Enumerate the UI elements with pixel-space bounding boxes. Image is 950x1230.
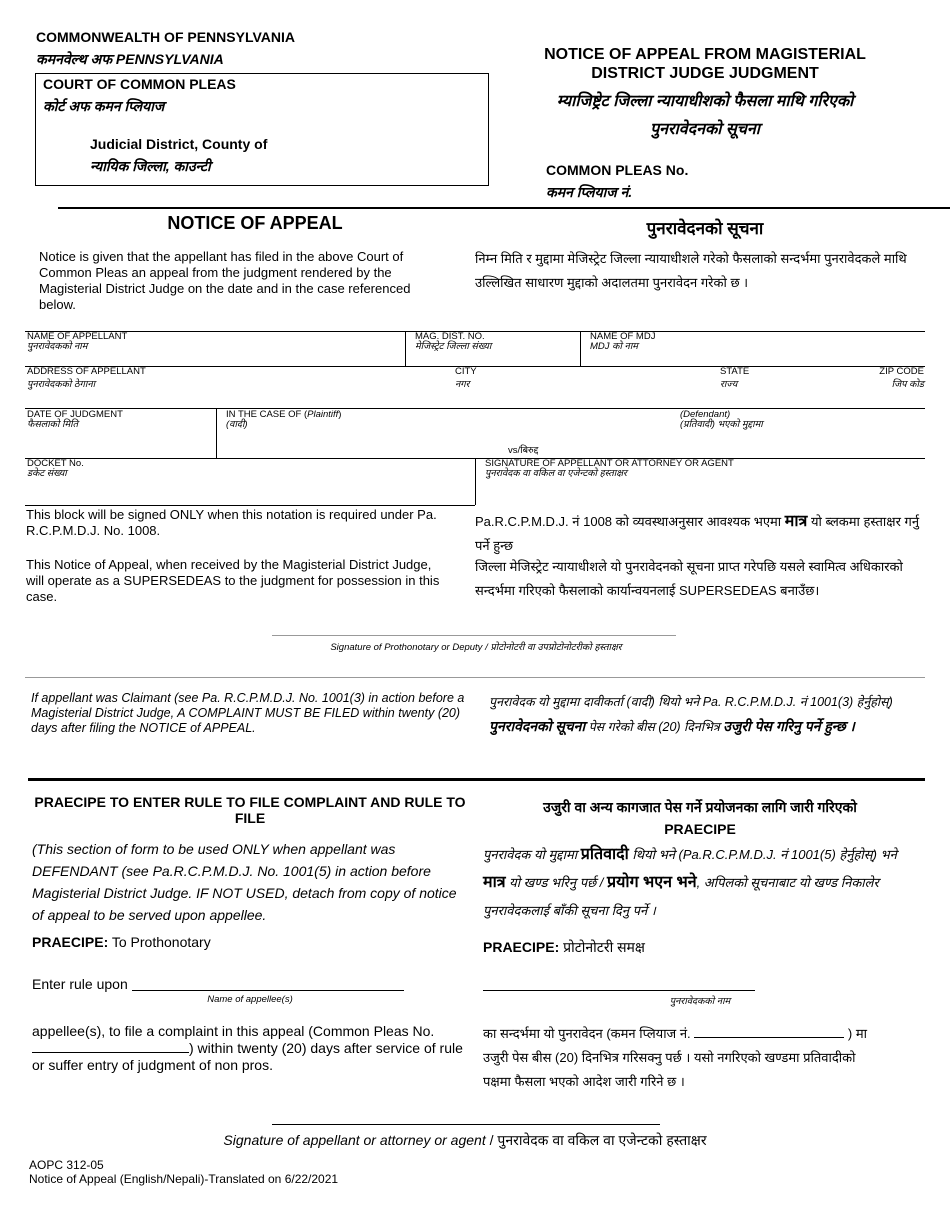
appellant-signature-line[interactable] (272, 1124, 660, 1125)
prothonotary-signature-label: Signature of Prothonotary or Deputy / प्रोटोनोटरी वा उपप्रोटोनोटरीको हस्ताक्षर (330, 642, 622, 653)
notice-title-np: पुनरावेदनको सूचना (646, 219, 764, 238)
notation-note: This block will be signed ONLY when this notation is required under Pa. R.C.P.M.D.J. No. 1008. (26, 507, 437, 538)
commonwealth-heading: COMMONWEALTH OF PENNSYLVANIA (36, 29, 295, 45)
appellant-address-field[interactable]: ADDRESS OF APPELLANT पुनरावेदकको ठेगाना (27, 366, 146, 390)
praecipe-to-prothonotary: PRAECIPE: To Prothonotary (32, 934, 211, 950)
appellant-name-field[interactable]: NAME OF APPELLANT पुनरावेदकको नाम (27, 331, 128, 352)
notice-body-np: निम्न मिति र मुद्दामा मेजिस्ट्रेट जिल्ला न्यायाधीशले गरेको फैसलाको सन्दर्भमा पुनरावेदकले माथि उल्लिखित साधारण मुद्दाको अदालतमा पुनरावेदन गरेको छ । (475, 251, 907, 290)
court-heading-np: कोर्ट अफ कमन प्लियाज (43, 98, 165, 114)
notice-title: NOTICE OF APPEAL (167, 213, 343, 233)
supersedeas-note: This Notice of Appeal, when received by the Magisterial District Judge, will operate as a SUPERSEDEAS to the judgment for possession in this case. (26, 557, 440, 604)
claimant-note: If appellant was Claimant (see Pa. R.C.P.M.D.J. No. 1001(3) in action before a Magisterial District Judge, A COMPLAINT MUST BE FILED within twenty (20) days after filing the NOTICE of APPEAL. (31, 691, 465, 735)
judicial-district-label-np: न्यायिक जिल्ला, काउन्टी (90, 158, 211, 174)
grid-line (475, 458, 476, 505)
section-divider (25, 677, 925, 678)
header-divider (58, 207, 950, 209)
zip-code-field[interactable]: ZIP CODE जिप कोड (879, 366, 924, 390)
judicial-district-label: Judicial District, County of (90, 136, 268, 152)
form-title-np: म्याजिष्ट्रेट जिल्ला न्यायाधीशको फैसला माथि गरिएको पुनरावेदनको सूचना (556, 93, 854, 138)
appellee-instructions: appellee(s), to file a complaint in this appeal (Common Pleas No. ) within twenty (20) days after service of rule or suffer entry of judgment of non pros. (32, 1023, 463, 1073)
form-number: AOPC 312-05 (29, 1158, 104, 1172)
common-pleas-no-blank[interactable] (32, 1040, 189, 1053)
appellant-signature-field[interactable]: SIGNATURE OF APPELLANT OR ATTORNEY OR AGENT पुनरावेदक वा वकिल वा एजेन्टको हस्ताक्षर (485, 458, 734, 479)
judgment-date-field[interactable]: DATE OF JUDGMENT फैसलाको मिति (27, 409, 123, 430)
court-heading: COURT OF COMMON PLEAS (43, 76, 236, 92)
grid-line (405, 331, 406, 366)
appellee-instructions-np: का सन्दर्भमा यो पुनरावेदन (कमन प्लियाज नं. ) मा उजुरी पेस बीस (20) दिनभित्र गरिसक्नु पर्छ । यसो नगरिएको खण्डमा प्रतिवादीको पक्षमा फैसला भएको आदेश जारी गरिने छ । (483, 1026, 867, 1089)
grid-line (25, 505, 475, 506)
mdj-name-field[interactable]: NAME OF MDJ MDJ को नाम (590, 331, 656, 352)
supersedeas-note-np: जिल्ला मेजिस्ट्रेट न्यायाधीशले यो पुनरावेदनको सूचना प्राप्त गरेपछि यसले स्वामित्व अधिकारको सन्दर्भमा गरिएको फैसलाको कार्यान्वयनलाई SUPERSEDEAS बनाउँछ। (475, 559, 903, 598)
praecipe-title: PRAECIPE TO ENTER RULE TO FILE COMPLAINT AND RULE TO FILE (34, 794, 466, 826)
defendant-field[interactable]: (Defendant) (प्रतिवादी) भएको मुद्दामा (680, 409, 763, 430)
notice-body: Notice is given that the appellant has filed in the above Court of Common Pleas an appeal from the judgment rendered by the Magisterial District Judge on the date and in the case referenced below. (39, 249, 411, 312)
common-pleas-no-blank-np[interactable] (694, 1026, 844, 1038)
appellee-name-label: Name of appellee(s) (207, 994, 293, 1005)
notation-note-np: Pa.R.C.P.M.D.J. नं 1008 को व्यवस्थाअनुसार आवश्यक भएमा मात्र यो ब्लकमा हस्ताक्षर गर्नु पर्ने हुन्छ (475, 513, 920, 553)
praecipe-to-prothonotary-np: PRAECIPE: प्रोटोनोटरी समक्ष (483, 939, 645, 955)
grid-line (580, 331, 581, 366)
common-pleas-no-label-np: कमन प्लियाज नं. (546, 184, 633, 200)
praecipe-divider (28, 778, 925, 781)
grid-line (25, 408, 925, 409)
enter-rule-label: Enter rule upon (32, 976, 128, 992)
praecipe-instructions: (This section of form to be used ONLY when appellant was DEFENDANT (see Pa.R.C.P.M.D.J. No. 1001(5) in action before Magisterial District Judge. IF NOT USED, detach from copy of notice of appeal to be served upon appellee. (32, 841, 457, 923)
docket-no-field[interactable]: DOCKET No. डकेट संख्या (27, 458, 84, 479)
praecipe-title-np: उजुरी वा अन्य कागजात पेस गर्ने प्रयोजनका लागि जारी गरिएको PRAECIPE (543, 799, 857, 837)
appellee-name-label-np: पुनरावेदकको नाम (669, 996, 731, 1007)
form-description: Notice of Appeal (English/Nepali)-Translated on 6/22/2021 (29, 1172, 339, 1186)
praecipe-instructions-np: पुनरावेदक यो मुद्दामा प्रतिवादी थियो भने (Pa.R.C.P.M.D.J. नं 1001(5) हेर्नुहोस्) भने मात्र यो खण्ड भरिनु पर्छ / प्रयोग भएन भने, अपिलको सूचनाबाट यो खण्ड निकालेर पुनरावेदकलाई बाँकी सूचना दिनु पर्ने । (483, 846, 897, 918)
appellee-name-line-np[interactable] (483, 990, 755, 991)
prothonotary-signature-line[interactable] (272, 635, 676, 636)
claimant-note-np: पुनरावेदक यो मुद्दामा दावीकर्ता (वादी) थियो भने Pa. R.C.P.M.D.J. नं 1001(3) हेर्नुहोस्) पुनरावेदनको सूचना पेस गरेको बीस (20) दिनभित्र उजुरी पेस गरिनु पर्ने हुन्छ । (489, 695, 893, 734)
grid-line (216, 408, 217, 458)
appellee-name-line[interactable] (132, 990, 404, 991)
common-pleas-no-label: COMMON PLEAS No. (546, 162, 689, 178)
mag-dist-no-field[interactable]: MAG. DIST. NO. मेजिस्ट्रेट जिल्ला संख्या (415, 331, 492, 352)
state-field[interactable]: STATE राज्य (720, 366, 750, 390)
commonwealth-heading-np: कमनवेल्थ अफ PENNSYLVANIA (36, 51, 224, 67)
form-title: NOTICE OF APPEAL FROM MAGISTERIAL DISTRICT JUDGE JUDGMENT (544, 46, 866, 82)
plaintiff-field[interactable]: IN THE CASE OF (Plaintiff) (वादी) (226, 409, 342, 430)
versus-label: vs/बिरुद्द (508, 445, 539, 456)
city-field[interactable]: CITY नगर (455, 366, 477, 390)
appellant-signature-label: Signature of appellant or attorney or agent / पुनरावेदक वा वकिल वा एजेन्टको हस्ताक्षर (223, 1132, 707, 1148)
